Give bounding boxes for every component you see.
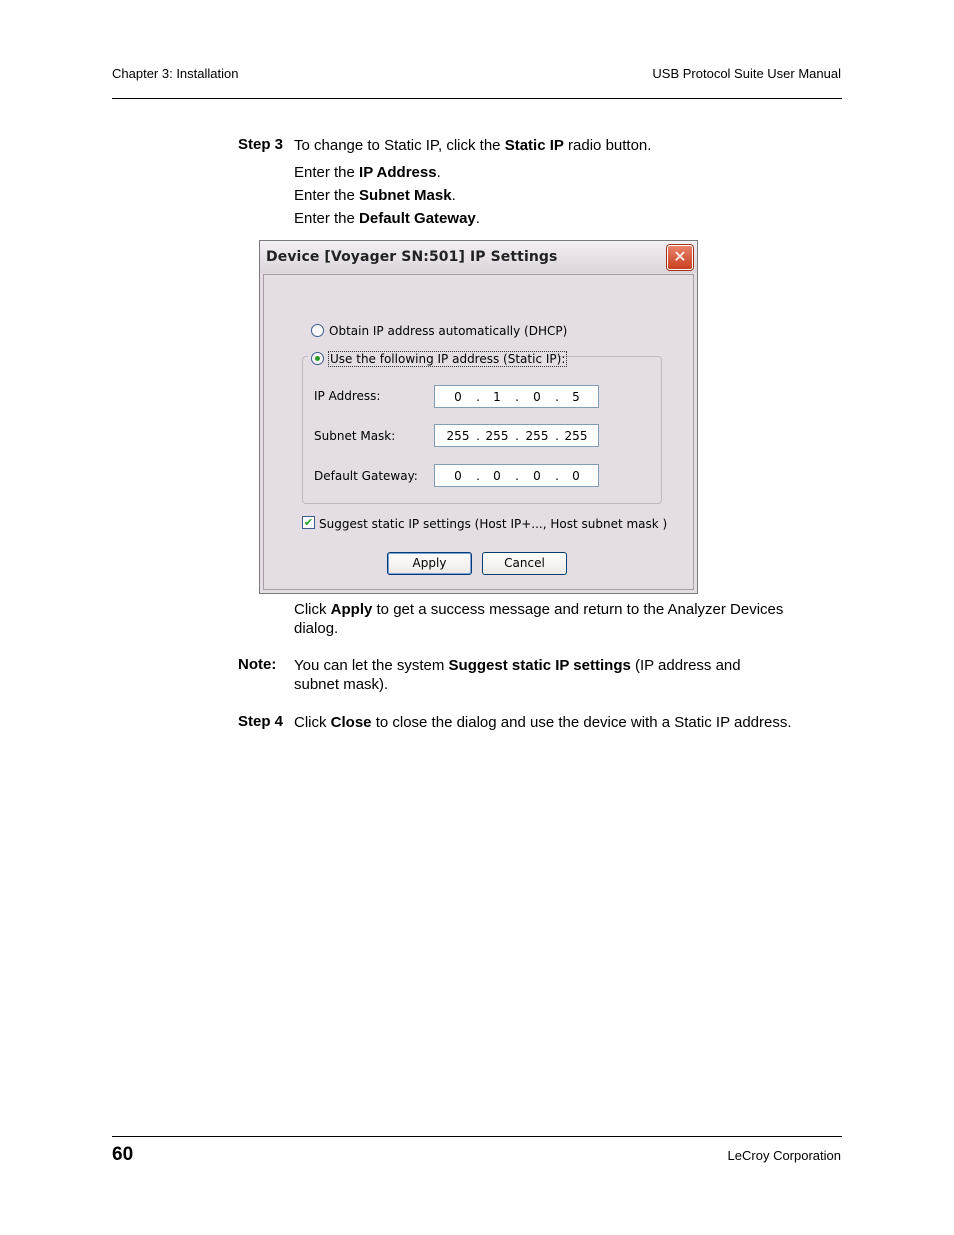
dialog-title-bar: [260, 241, 697, 273]
footer-company: LeCroy Corporation: [727, 1148, 841, 1163]
gw-octet-3: 0: [533, 469, 541, 483]
mask-octet-4: 255: [564, 429, 588, 443]
gw-octet-2: 0: [493, 469, 501, 483]
note-label: Note:: [238, 656, 277, 673]
ip-separator: .: [555, 469, 559, 483]
ip-octet-3: 0: [533, 390, 541, 404]
ip-address-input[interactable]: [434, 385, 599, 408]
dialog-title: Device [Voyager SN:501] IP Settings: [266, 249, 558, 265]
ip-separator: .: [476, 469, 480, 483]
suggest-static-ip-label: Suggest static IP settings (Host IP+..., Host subnet mask ): [319, 517, 668, 531]
running-header-chapter: Chapter 3: Installation: [112, 66, 239, 81]
close-icon[interactable]: ✕: [667, 245, 693, 270]
dhcp-label: Obtain IP address automatically (DHCP): [329, 324, 568, 338]
page-number: 60: [112, 1144, 134, 1165]
static-ip-radio[interactable]: [311, 352, 324, 365]
mask-octet-2: 255: [485, 429, 509, 443]
ip-separator: .: [515, 390, 519, 404]
ip-separator: .: [555, 390, 559, 404]
default-gateway-label: Default Gateway:: [314, 469, 418, 483]
ip-separator: .: [476, 390, 480, 404]
mask-octet-1: 255: [446, 429, 470, 443]
enter-ip-address-line: Enter the IP Address.: [294, 164, 441, 181]
note-text: You can let the system Suggest static IP settings (IP address and subnet mask).: [294, 657, 741, 693]
ip-separator: .: [555, 429, 559, 443]
ip-separator: .: [515, 429, 519, 443]
gw-octet-4: 0: [572, 469, 580, 483]
step3-instruction: To change to Static IP, click the Static IP radio button.: [294, 137, 652, 154]
mask-octet-3: 255: [525, 429, 549, 443]
step4-instruction: Click Close to close the dialog and use the device with a Static IP address.: [294, 714, 792, 731]
cancel-button[interactable]: Cancel: [482, 552, 567, 575]
ip-address-label: IP Address:: [314, 389, 381, 403]
footer-rule: [112, 1136, 842, 1137]
static-ip-label: Use the following IP address (Static IP):: [330, 352, 566, 366]
step4-label: Step 4: [238, 713, 284, 730]
ip-separator: .: [515, 469, 519, 483]
apply-instruction: Click Apply to get a success message and return to the Analyzer Devices dialog.: [294, 601, 784, 637]
header-rule: [112, 98, 842, 99]
ip-octet-2: 1: [493, 390, 501, 404]
subnet-mask-input[interactable]: [434, 424, 599, 447]
step3-label: Step 3: [238, 136, 284, 153]
ip-settings-dialog: [259, 240, 698, 594]
apply-button[interactable]: Apply: [387, 552, 472, 575]
ip-octet-4: 5: [572, 390, 580, 404]
ip-separator: .: [476, 429, 480, 443]
subnet-mask-label: Subnet Mask:: [314, 429, 396, 443]
default-gateway-input[interactable]: [434, 464, 599, 487]
enter-subnet-mask-line: Enter the Subnet Mask.: [294, 187, 456, 204]
dhcp-radio[interactable]: [311, 324, 324, 337]
enter-default-gateway-line: Enter the Default Gateway.: [294, 210, 480, 227]
dialog-body: [263, 274, 694, 590]
running-header-title: USB Protocol Suite User Manual: [652, 66, 841, 81]
suggest-static-ip-checkbox[interactable]: ✔: [303, 516, 314, 529]
gw-octet-1: 0: [454, 469, 462, 483]
ip-octet-1: 0: [454, 390, 462, 404]
